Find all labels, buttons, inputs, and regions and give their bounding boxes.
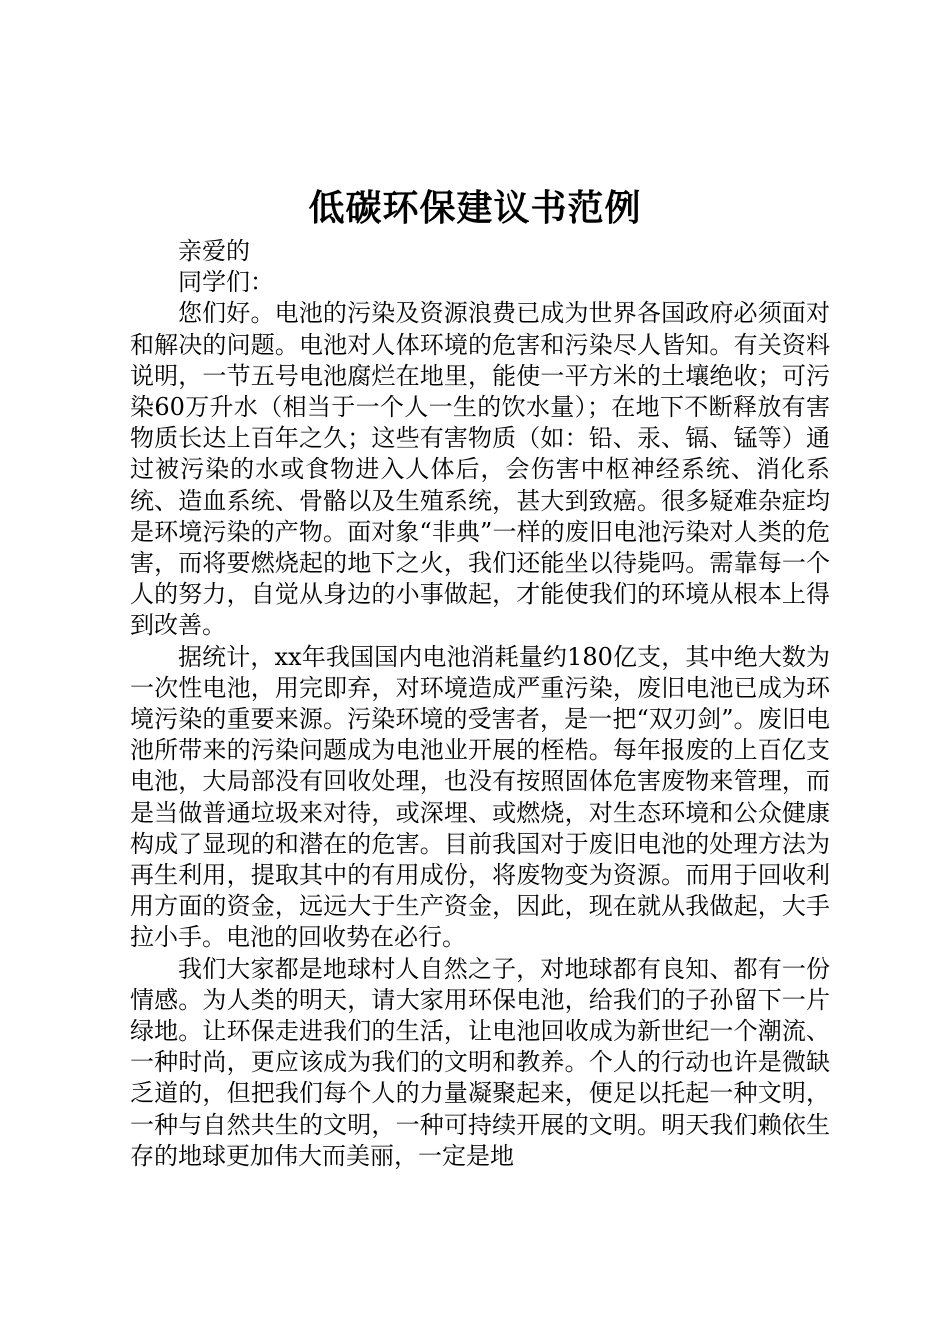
paragraph-1: 您们好。电池的污染及资源浪费已成为世界各国政府必须面对和解决的问题。电池对人体环境的危害和污染尽人皆知。有关资料说明，一节五号电池腐烂在地里，能使一平方米的土壤绝收；可污染60万升水（相当于一个人一生的饮水量）；在地下不断释放有害物质长达上百年之久；这些有害物质（如：铅、汞、镉、锰等）通过被污染的水或食物进入人体后，会伤害中枢神经系统、消化系统、造血系统、骨骼以及生殖系统，甚大到致癌。很多疑难杂症均是环境污染的产物。面对象“非典”一样的废旧电池污染对人类的危害，而将要燃烧起的地下之火，我们还能坐以待毙吗。需靠每一个人的努力，自觉从身边的小事做起，才能使我们的环境从根本上得到改善。 (130, 299, 830, 640)
document-title: 低碳环保建议书范例 (308, 187, 642, 229)
paragraph-2: 据统计，xx年我国国内电池消耗量约180亿支，其中绝大数为一次性电池，用完即弃，对环境造成严重污染，废旧电池已成为环境污染的重要来源。污染环境的受害者，是一把“双刃剑”。废旧电池所带来的污染问题成为电池业开展的桎梏。每年报废的上百亿支电池，大局部没有回收处理，也没有按照固体危害废物来管理，而是当做普通垃圾来对待，或深埋、或燃烧，对生态环境和公众健康构成了显现的和潜在的危害。目前我国对于废旧电池的处理方法为再生利用，提取其中的有用成份，将废物变为资源。而用于回收利用方面的资金，远远大于生产资金，因此，现在就从我做起，大手拉小手。电池的回收势在必行。 (130, 642, 830, 952)
paragraph-3: 我们大家都是地球村人自然之子，对地球都有良知、都有一份情感。为人类的明天，请大家用环保电池，给我们的子孙留下一片绿地。让环保走进我们的生活，让电池回收成为新世纪一个潮流、一种时尚，更应该成为我们的文明和教养。个人的行动也许是微缺乏道的，但把我们每个人的力量凝聚起来，便足以托起一种文明，一种与自然共生的文明，一种可持续开展的文明。明天我们赖依生存的地球更加伟大而美丽，一定是地 (130, 954, 830, 1170)
salutation-line-1: 亲爱的 (178, 237, 250, 265)
document-body (130, 236, 830, 1172)
salutation-line-2: 同学们： (178, 268, 274, 297)
